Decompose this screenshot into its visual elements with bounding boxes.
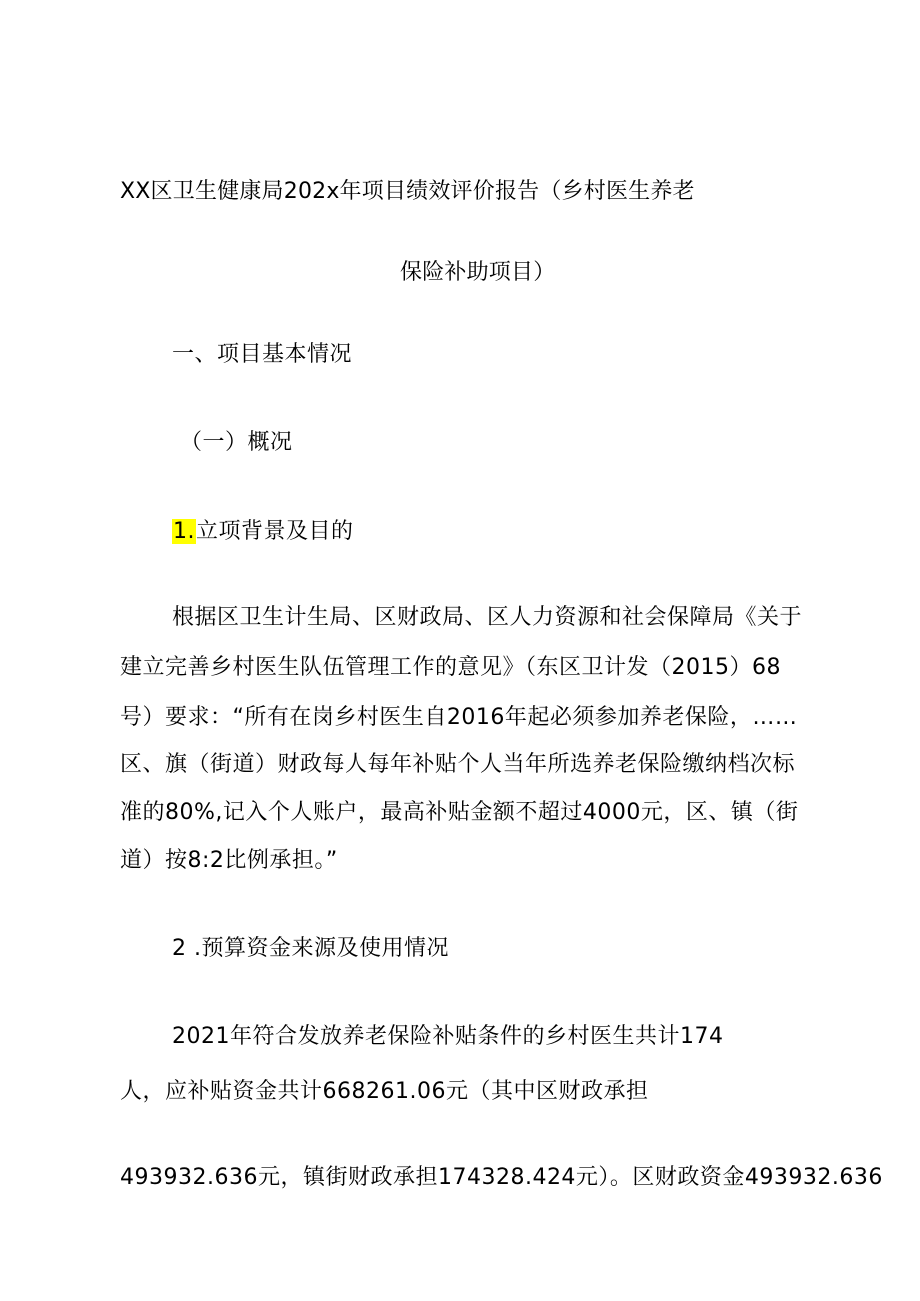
- title-line-1: XX区卫生健康局202x年项目绩效评价报告（乡村医生养老: [120, 179, 695, 204]
- item2-paragraph-line: 493932.636元，镇街财政承担174328.424元）。区财政资金493932.636: [120, 1165, 883, 1190]
- item1-paragraph-line: 建立完善乡村医生队伍管理工作的意见》（东区卫计发（2015）68: [120, 655, 781, 680]
- section-heading: 一、项目基本情况: [172, 342, 353, 367]
- title-line-2: 保险补助项目）: [400, 260, 556, 285]
- item1-number-highlight: 1.: [173, 519, 195, 544]
- item2-heading: 2 .预算资金来源及使用情况: [172, 936, 449, 961]
- item1-paragraph-line: 根据区卫生计生局、区财政局、区人力资源和社会保障局《关于: [172, 605, 803, 630]
- item1-paragraph-line: 号）要求：“所有在岗乡村医生自2016年起必须参加养老保险，……: [120, 705, 798, 730]
- item1-paragraph-line: 区、旗（街道）财政每人每年补贴个人当年所选养老保险缴纳档次标: [120, 752, 796, 777]
- item1-paragraph-line: 道）按8:2比例承担。”: [120, 848, 338, 873]
- item1-paragraph-line: 准的80%,记入个人账户，最高补贴金额不超过4000元，区、镇（街: [120, 800, 799, 825]
- item2-paragraph-line: 人，应补贴资金共计668261.06元（其中区财政承担: [120, 1079, 649, 1104]
- item2-paragraph-line: 2021年符合发放养老保险补贴条件的乡村医生共计174: [172, 1024, 724, 1049]
- item1-heading-text: 立项背景及目的: [196, 519, 354, 544]
- item1-heading: [172, 517, 354, 547]
- subsection-heading: （一）概况: [180, 430, 293, 455]
